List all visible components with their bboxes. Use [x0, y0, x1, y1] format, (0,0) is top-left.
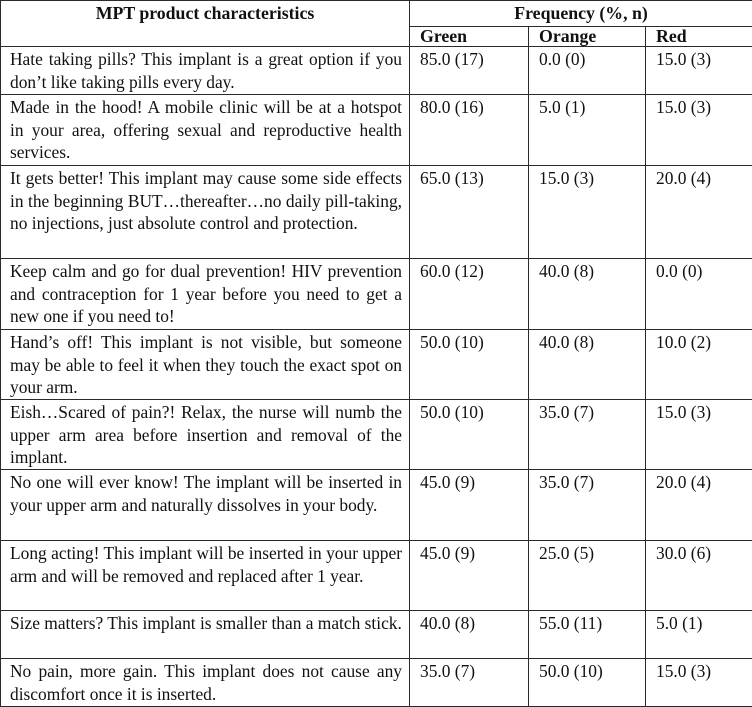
red-cell: 15.0 (3) [646, 47, 752, 95]
table-row [1, 330, 752, 400]
orange-cell: 0.0 (0) [529, 47, 646, 95]
characteristic-cell: It gets better! This implant may cause some side effects in the beginning BUT…thereafter…no daily pill-taking, no injections, just absolute control and protection. [1, 166, 410, 259]
green-header: Green [410, 27, 529, 47]
frequency-header: Frequency (%, n) [410, 1, 752, 27]
green-cell: 60.0 (12) [410, 259, 529, 330]
characteristic-cell: Size matters? This implant is smaller than a match stick. [1, 611, 410, 659]
table-row [1, 659, 752, 707]
green-cell: 50.0 (10) [410, 400, 529, 470]
characteristic-cell: Hand’s off! This implant is not visible, but someone may be able to feel it when they touch the exact spot on your arm. [1, 330, 410, 400]
red-cell: 0.0 (0) [646, 259, 752, 330]
red-header: Red [646, 27, 752, 47]
orange-cell: 35.0 (7) [529, 400, 646, 470]
red-cell: 5.0 (1) [646, 611, 752, 659]
orange-cell: 40.0 (8) [529, 330, 646, 400]
green-cell: 65.0 (13) [410, 166, 529, 259]
orange-cell: 35.0 (7) [529, 470, 646, 541]
orange-cell: 50.0 (10) [529, 659, 646, 707]
characteristic-cell: No one will ever know! The implant will be inserted in your upper arm and naturally dissolves in your body. [1, 470, 410, 541]
red-cell: 15.0 (3) [646, 400, 752, 470]
orange-cell: 5.0 (1) [529, 95, 646, 166]
orange-cell: 55.0 (11) [529, 611, 646, 659]
table-row [1, 541, 752, 611]
characteristic-cell: Made in the hood! A mobile clinic will be at a hotspot in your area, offering sexual and reproductive health services. [1, 95, 410, 166]
orange-cell: 40.0 (8) [529, 259, 646, 330]
green-cell: 35.0 (7) [410, 659, 529, 707]
orange-header: Orange [529, 27, 646, 47]
green-cell: 40.0 (8) [410, 611, 529, 659]
characteristics-header: MPT product characteristics [1, 1, 410, 47]
table-row [1, 259, 752, 330]
characteristic-cell: Eish…Scared of pain?! Relax, the nurse will numb the upper arm area before insertion and removal of the implant. [1, 400, 410, 470]
table-row [1, 400, 752, 470]
green-cell: 45.0 (9) [410, 470, 529, 541]
red-cell: 20.0 (4) [646, 470, 752, 541]
table-row [1, 611, 752, 659]
red-cell: 15.0 (3) [646, 659, 752, 707]
green-cell: 50.0 (10) [410, 330, 529, 400]
table-row [1, 95, 752, 166]
characteristic-cell: Keep calm and go for dual prevention! HIV prevention and contraception for 1 year before you need to get a new one if you need to! [1, 259, 410, 330]
header-row [1, 1, 752, 27]
characteristic-cell: Hate taking pills? This implant is a great option if you don’t like taking pills every day. [1, 47, 410, 95]
table-row [1, 470, 752, 541]
red-cell: 15.0 (3) [646, 95, 752, 166]
red-cell: 30.0 (6) [646, 541, 752, 611]
orange-cell: 15.0 (3) [529, 166, 646, 259]
table-row [1, 47, 752, 95]
table-row [1, 166, 752, 259]
characteristic-cell: No pain, more gain. This implant does not cause any discomfort once it is inserted. [1, 659, 410, 707]
table-body [1, 47, 752, 707]
orange-cell: 25.0 (5) [529, 541, 646, 611]
red-cell: 10.0 (2) [646, 330, 752, 400]
red-cell: 20.0 (4) [646, 166, 752, 259]
table-header [1, 1, 752, 47]
green-cell: 85.0 (17) [410, 47, 529, 95]
green-cell: 45.0 (9) [410, 541, 529, 611]
characteristic-cell: Long acting! This implant will be inserted in your upper arm and will be removed and replaced after 1 year. [1, 541, 410, 611]
green-cell: 80.0 (16) [410, 95, 529, 166]
